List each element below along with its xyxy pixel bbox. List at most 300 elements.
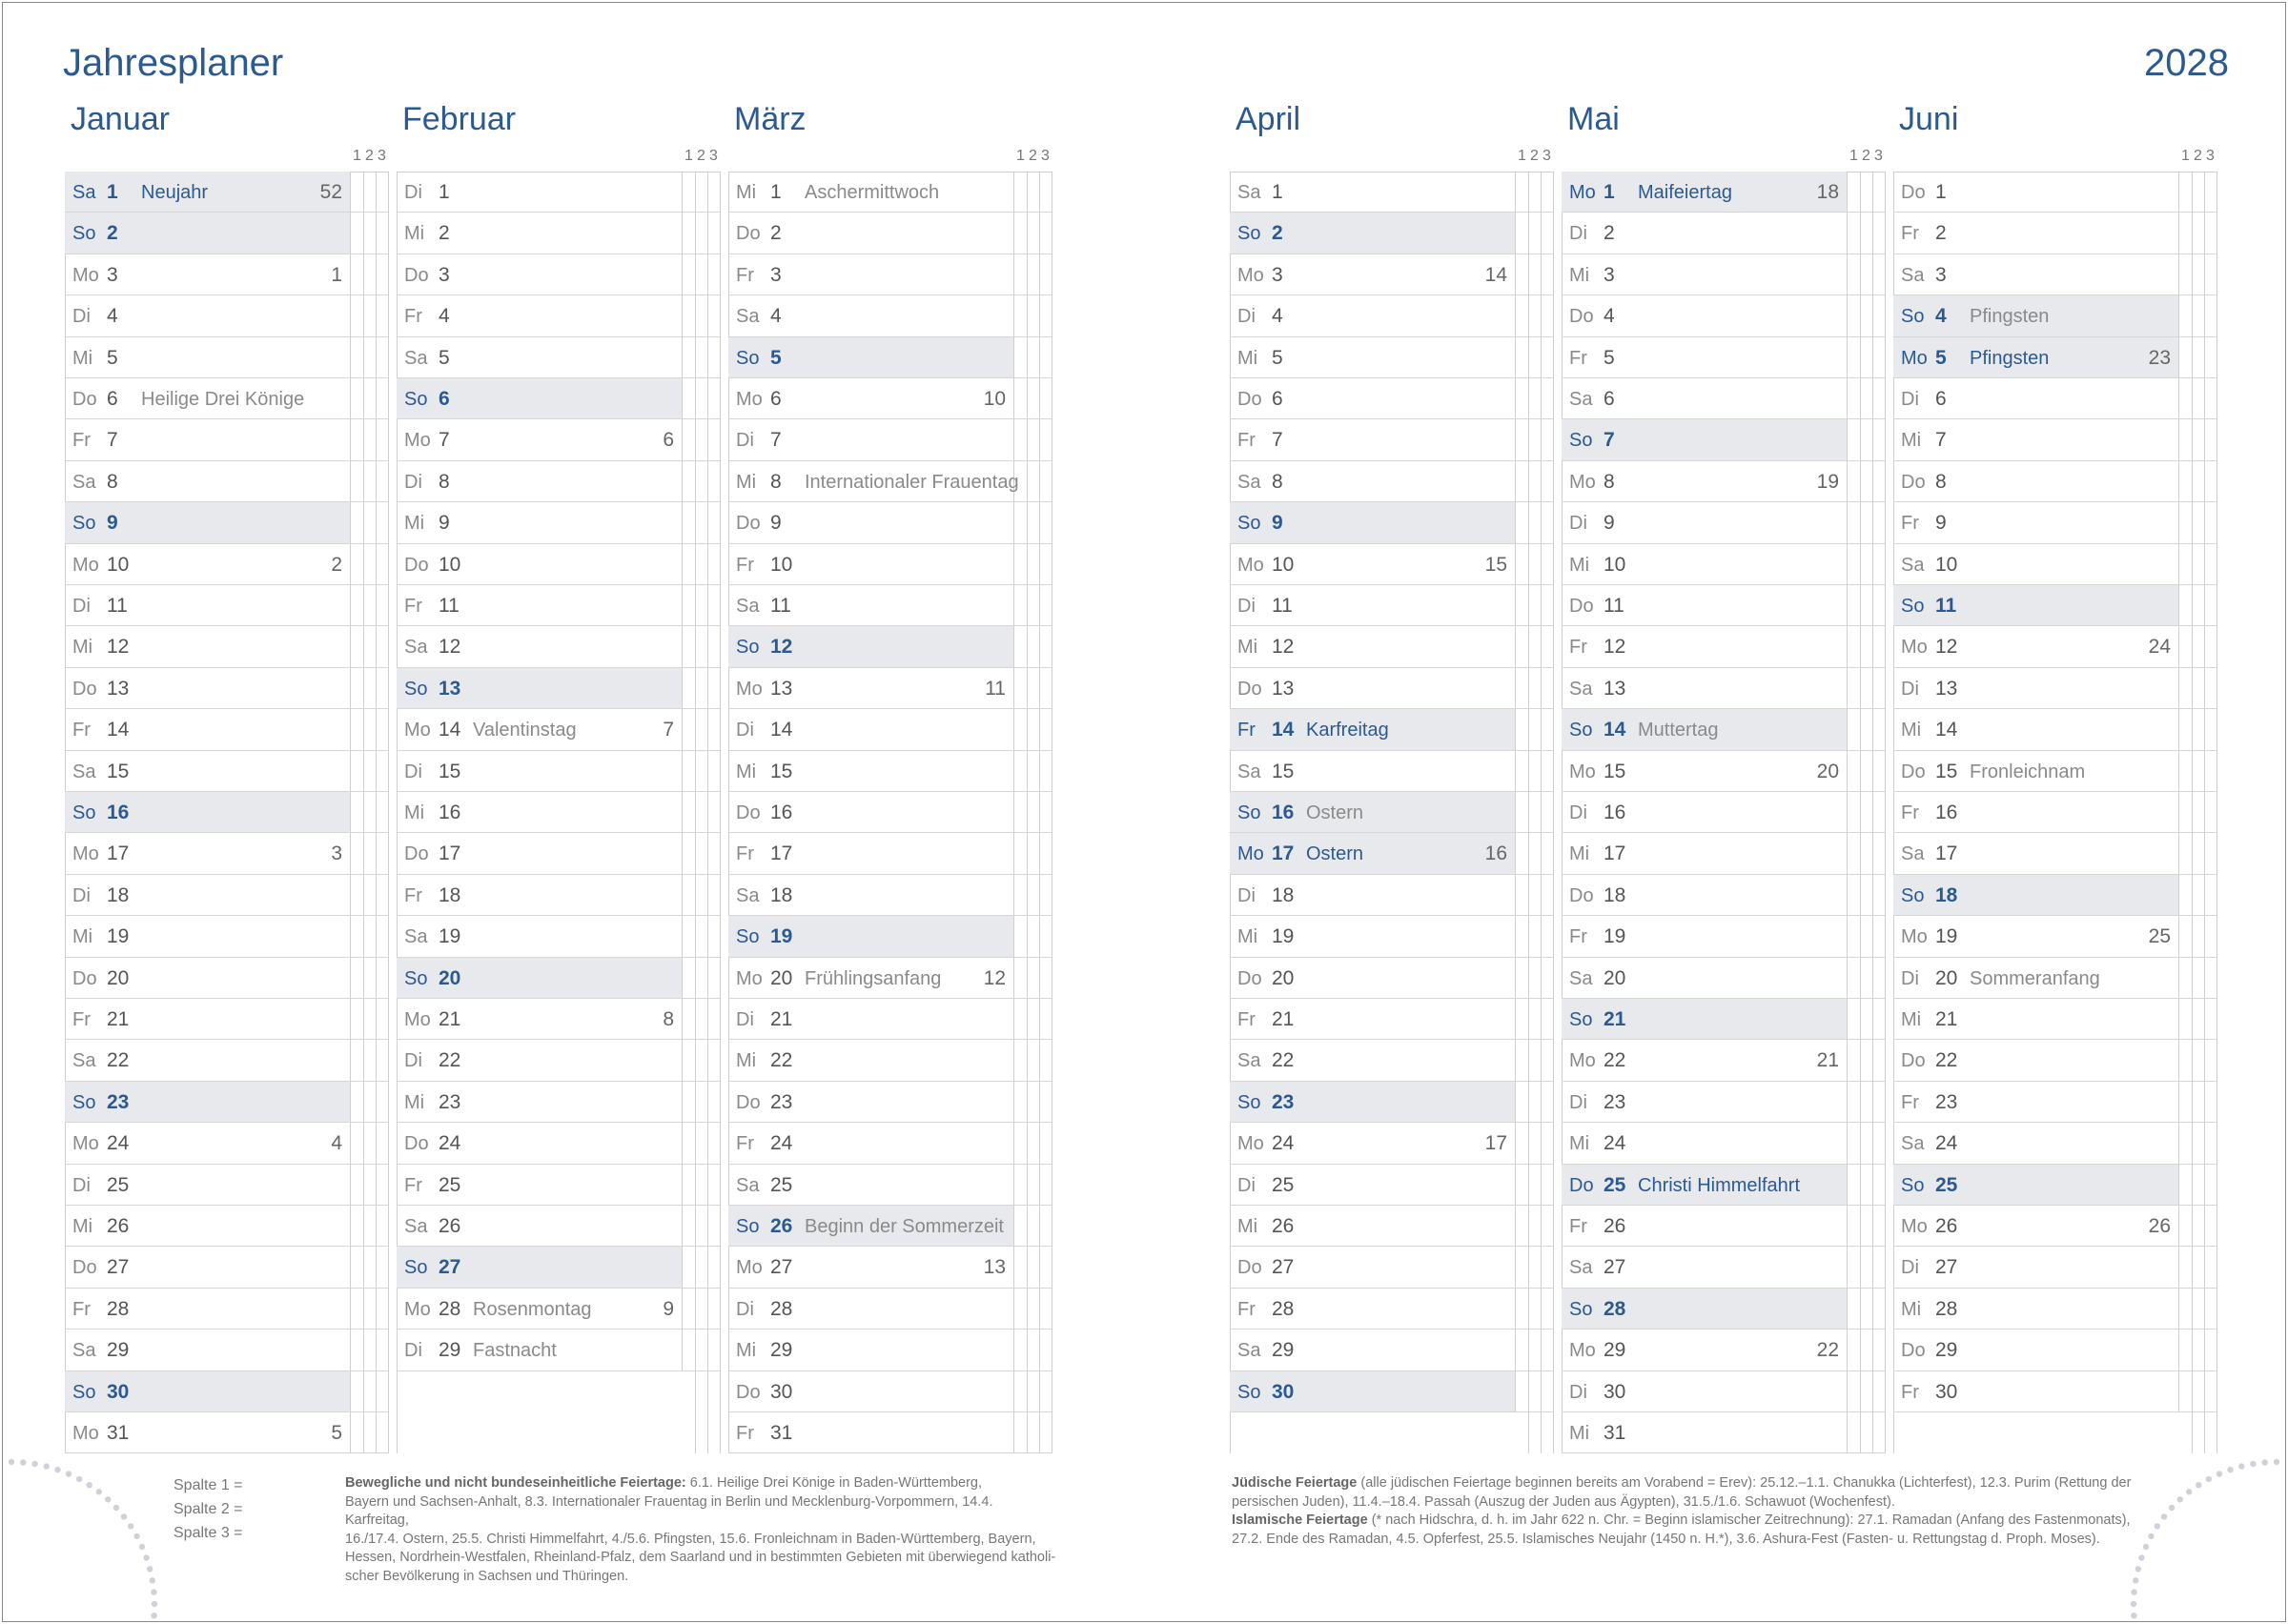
day-row[interactable] [1230, 833, 1553, 874]
day-row[interactable] [1893, 419, 2216, 460]
day-row[interactable] [1230, 709, 1553, 750]
day-row[interactable] [1893, 1206, 2216, 1247]
day-row[interactable] [1562, 337, 1885, 378]
day-number: 23 [1272, 1090, 1295, 1113]
day-row[interactable] [1562, 1247, 1885, 1288]
weekday-label: Mo [1901, 1216, 1928, 1237]
day-row[interactable] [728, 1247, 1052, 1288]
day-row[interactable] [728, 1330, 1052, 1370]
day-row[interactable] [728, 626, 1052, 667]
day-row[interactable] [728, 502, 1052, 543]
day-row[interactable] [1230, 875, 1553, 916]
day-row[interactable] [397, 1165, 720, 1206]
day-row[interactable] [1562, 709, 1885, 750]
day-number: 20 [439, 966, 461, 989]
day-row[interactable] [728, 254, 1052, 295]
day-cell [1230, 668, 1516, 708]
weekday-label: Fr [72, 430, 91, 452]
day-row[interactable] [1562, 626, 1885, 667]
day-row[interactable] [1562, 213, 1885, 254]
day-number: 21 [1272, 1008, 1295, 1030]
day-row[interactable] [728, 1165, 1052, 1206]
day-row[interactable] [65, 792, 388, 833]
day-row[interactable] [65, 709, 388, 750]
day-row[interactable] [1230, 999, 1553, 1040]
day-cell [1230, 295, 1516, 335]
day-row[interactable] [1230, 668, 1553, 709]
day-number: 17 [1272, 842, 1295, 865]
day-row[interactable] [1562, 1289, 1885, 1330]
day-number: 23 [1935, 1090, 1958, 1113]
weekday-label: Di [1569, 513, 1587, 535]
day-cell [1562, 668, 1848, 708]
day-row[interactable] [65, 1330, 388, 1370]
day-row[interactable] [397, 709, 720, 750]
weekday-label: So [1237, 1381, 1261, 1403]
day-row[interactable] [1562, 502, 1885, 543]
day-row[interactable] [728, 1371, 1052, 1412]
day-row[interactable] [65, 958, 388, 999]
day-cell [65, 172, 351, 212]
week-number: 15 [1484, 553, 1507, 576]
month-name: Februar [402, 101, 517, 137]
day-row[interactable] [1893, 1040, 2216, 1081]
day-row[interactable] [1562, 875, 1885, 916]
day-row[interactable] [1562, 1123, 1885, 1164]
day-row[interactable] [1893, 172, 2216, 213]
day-row[interactable] [397, 502, 720, 543]
day-row[interactable] [65, 502, 388, 543]
day-row[interactable] [1230, 172, 1553, 213]
day-row[interactable] [1893, 875, 2216, 916]
weekday-label: Sa [72, 1050, 96, 1072]
day-row[interactable] [65, 337, 388, 378]
day-cell [1230, 626, 1516, 666]
day-number: 9 [107, 512, 118, 535]
day-cell [1893, 999, 2179, 1039]
day-row[interactable] [65, 1412, 388, 1453]
day-cell [1893, 833, 2179, 873]
day-cell [1893, 254, 2179, 294]
day-cell [1230, 1371, 1516, 1411]
weekday-label: So [404, 678, 428, 700]
weekday-label: Do [1901, 471, 1926, 493]
day-row[interactable] [397, 1082, 720, 1123]
day-row[interactable] [1230, 544, 1553, 585]
day-row[interactable] [65, 999, 388, 1040]
day-row[interactable] [65, 626, 388, 667]
weekday-label: Mo [1237, 554, 1264, 576]
day-number: 20 [1935, 966, 1958, 989]
week-number: 14 [1484, 263, 1507, 286]
day-row[interactable] [397, 668, 720, 709]
column-number-header [1516, 148, 1553, 165]
weekday-label: Sa [1901, 554, 1925, 576]
day-row[interactable] [1562, 1330, 1885, 1370]
day-row[interactable] [1893, 1371, 2216, 1412]
week-number: 4 [331, 1132, 342, 1155]
day-row[interactable] [1893, 1289, 2216, 1330]
day-row[interactable] [1562, 751, 1885, 792]
weekday-label: So [736, 926, 760, 948]
day-row[interactable] [1562, 916, 1885, 957]
weekday-label: So [1901, 884, 1925, 906]
day-number: 15 [107, 760, 130, 782]
day-row[interactable] [1230, 337, 1553, 378]
day-row[interactable] [397, 419, 720, 460]
day-row[interactable] [1562, 668, 1885, 709]
day-row[interactable] [397, 1040, 720, 1081]
day-row[interactable] [1230, 1082, 1553, 1123]
day-row[interactable] [1893, 999, 2216, 1040]
day-row[interactable] [65, 419, 388, 460]
day-row[interactable] [1230, 1247, 1553, 1288]
day-row[interactable] [1562, 295, 1885, 336]
day-row[interactable] [397, 1123, 720, 1164]
day-row[interactable] [397, 544, 720, 585]
day-row[interactable] [1893, 502, 2216, 543]
day-row[interactable] [1562, 958, 1885, 999]
day-row[interactable] [65, 1082, 388, 1123]
day-row[interactable] [1230, 419, 1553, 460]
day-row[interactable] [65, 875, 388, 916]
weekday-label: Di [1569, 1091, 1587, 1113]
day-cell [728, 958, 1014, 998]
day-cell [1230, 544, 1516, 584]
day-row[interactable] [1893, 544, 2216, 585]
day-number: 22 [1604, 1049, 1626, 1072]
day-row[interactable] [728, 833, 1052, 874]
day-row[interactable] [65, 172, 388, 213]
day-row[interactable] [1893, 1123, 2216, 1164]
day-row[interactable] [1230, 626, 1553, 667]
day-cell [65, 668, 351, 708]
day-cell [65, 378, 351, 418]
weekday-label: So [404, 389, 428, 410]
day-row[interactable] [65, 1247, 388, 1288]
day-number: 29 [1604, 1339, 1626, 1362]
day-row[interactable] [728, 875, 1052, 916]
day-row[interactable] [728, 585, 1052, 626]
week-number: 12 [983, 966, 1006, 989]
day-cell [728, 1123, 1014, 1163]
day-row[interactable] [65, 751, 388, 792]
holiday-label: Pfingsten [1970, 347, 2050, 369]
day-cell [1562, 213, 1848, 253]
day-row[interactable] [65, 833, 388, 874]
day-number: 23 [770, 1090, 793, 1113]
day-row[interactable] [728, 1123, 1052, 1164]
weekday-label: Sa [1901, 843, 1925, 865]
day-row[interactable] [728, 1412, 1052, 1453]
day-number: 3 [1272, 263, 1283, 286]
day-row[interactable] [1230, 1289, 1553, 1330]
day-number: 1 [1604, 181, 1615, 203]
day-number: 2 [1935, 222, 1947, 245]
day-number: 4 [439, 305, 450, 328]
day-row[interactable] [1893, 626, 2216, 667]
day-row[interactable] [728, 1206, 1052, 1247]
day-row[interactable] [65, 1371, 388, 1412]
footnote-text: 16./17.4. Ostern, 25.5. Christi Himmelfahrt, 4./5.6. Pfingsten, 15.6. Fronleichnam in Baden-Württemberg, Bayern, [345, 1531, 1036, 1547]
day-row[interactable] [1562, 1371, 1885, 1412]
day-row[interactable] [1562, 999, 1885, 1040]
weekday-label: Fr [72, 1298, 91, 1320]
weekday-label: Fr [404, 306, 422, 328]
day-row[interactable] [397, 378, 720, 419]
weekday-label: Di [1569, 223, 1587, 245]
day-row[interactable] [397, 337, 720, 378]
day-row[interactable] [1893, 585, 2216, 626]
day-number: 22 [1272, 1049, 1295, 1072]
day-cell [65, 833, 351, 873]
day-cell [1893, 585, 2179, 625]
day-row[interactable] [1893, 916, 2216, 957]
day-cell [1230, 1206, 1516, 1246]
legend-line: Spalte 2 = [174, 1501, 243, 1517]
weekday-label: Di [736, 430, 754, 452]
weekday-label: Mo [1901, 637, 1928, 659]
day-row[interactable] [728, 1082, 1052, 1123]
day-row[interactable] [1230, 502, 1553, 543]
day-row[interactable] [397, 295, 720, 336]
day-row[interactable] [1230, 254, 1553, 295]
day-row[interactable] [1562, 1040, 1885, 1081]
day-row[interactable] [728, 668, 1052, 709]
day-row[interactable] [1230, 295, 1553, 336]
day-row[interactable] [728, 916, 1052, 957]
day-row[interactable] [1230, 1206, 1553, 1247]
day-row[interactable] [65, 1123, 388, 1164]
day-cell [1562, 1247, 1848, 1287]
day-number: 5 [1272, 346, 1283, 369]
day-row[interactable] [1230, 1123, 1553, 1164]
holiday-label: Ostern [1306, 843, 1364, 865]
week-number: 6 [663, 429, 674, 452]
day-row[interactable] [65, 544, 388, 585]
day-row[interactable] [728, 1289, 1052, 1330]
day-number: 20 [107, 966, 130, 989]
day-number: 1 [107, 181, 118, 203]
day-row[interactable] [728, 172, 1052, 213]
weekday-label: Mo [72, 843, 99, 865]
day-cell [65, 544, 351, 584]
holiday-label: Sommeranfang [1970, 967, 2100, 989]
day-number: 17 [770, 842, 793, 865]
day-row[interactable] [65, 585, 388, 626]
day-row[interactable] [397, 1206, 720, 1247]
day-row[interactable] [1230, 751, 1553, 792]
day-row[interactable] [728, 999, 1052, 1040]
weekday-label: Mo [1569, 182, 1596, 203]
weekday-label: Sa [1237, 182, 1261, 203]
day-row[interactable] [1230, 1371, 1553, 1412]
day-cell [1230, 337, 1516, 377]
day-row[interactable] [1562, 254, 1885, 295]
day-row[interactable] [728, 792, 1052, 833]
day-row[interactable] [1893, 1330, 2216, 1370]
day-row[interactable] [1893, 958, 2216, 999]
day-cell [397, 1040, 683, 1080]
day-row[interactable] [728, 378, 1052, 419]
weekday-label: Do [404, 843, 429, 865]
day-row[interactable] [728, 461, 1052, 502]
week-number: 10 [983, 388, 1006, 410]
day-row[interactable] [397, 792, 720, 833]
day-number: 23 [107, 1090, 130, 1113]
day-cell [728, 172, 1014, 212]
day-row[interactable] [728, 751, 1052, 792]
day-row[interactable] [1893, 337, 2216, 378]
day-number: 28 [1272, 1297, 1295, 1320]
day-row[interactable] [728, 958, 1052, 999]
day-row[interactable] [65, 378, 388, 419]
day-row[interactable] [1562, 544, 1885, 585]
weekday-label: Fr [1901, 223, 1919, 245]
day-row[interactable] [397, 999, 720, 1040]
day-row[interactable] [1893, 461, 2216, 502]
day-row[interactable] [1893, 378, 2216, 419]
day-row[interactable] [1562, 1082, 1885, 1123]
day-row[interactable] [1230, 792, 1553, 833]
day-row[interactable] [397, 875, 720, 916]
day-row[interactable] [728, 337, 1052, 378]
day-cell [728, 254, 1014, 294]
day-cell [397, 1082, 683, 1122]
day-row[interactable] [1230, 1165, 1553, 1206]
day-row[interactable] [397, 585, 720, 626]
day-cell [1230, 875, 1516, 915]
weekday-label: Sa [72, 761, 96, 782]
day-row[interactable] [65, 254, 388, 295]
weekday-label: Mo [404, 1298, 431, 1320]
day-row[interactable] [1230, 378, 1553, 419]
weekday-label: So [1901, 1174, 1925, 1196]
day-number: 25 [770, 1173, 793, 1196]
day-row[interactable] [1562, 419, 1885, 460]
day-cell [728, 916, 1014, 956]
day-row[interactable] [728, 295, 1052, 336]
day-row[interactable] [1893, 833, 2216, 874]
day-row[interactable] [397, 626, 720, 667]
day-number: 3 [1604, 263, 1615, 286]
day-number: 11 [1935, 595, 1957, 617]
day-cell [397, 875, 683, 915]
day-row[interactable] [1893, 213, 2216, 254]
day-number: 3 [1935, 263, 1947, 286]
day-row[interactable] [1230, 585, 1553, 626]
day-row[interactable] [65, 916, 388, 957]
day-row[interactable] [1562, 792, 1885, 833]
day-row[interactable] [1893, 668, 2216, 709]
day-row[interactable] [1230, 916, 1553, 957]
day-row[interactable] [397, 254, 720, 295]
weekday-label: So [1237, 1091, 1261, 1113]
day-row[interactable] [1230, 461, 1553, 502]
day-row[interactable] [728, 419, 1052, 460]
day-row[interactable] [65, 1040, 388, 1081]
day-row[interactable] [397, 833, 720, 874]
day-row[interactable] [1230, 1330, 1553, 1370]
day-row[interactable] [1893, 751, 2216, 792]
day-row[interactable] [397, 916, 720, 957]
day-cell [397, 709, 683, 749]
day-row[interactable] [1562, 172, 1885, 213]
weekday-label: Mi [736, 182, 757, 203]
day-cell [728, 1371, 1014, 1411]
day-row[interactable] [65, 461, 388, 502]
weekday-label: Mo [404, 720, 431, 741]
day-row[interactable] [1562, 1165, 1885, 1206]
day-row[interactable] [1893, 792, 2216, 833]
week-number: 23 [2148, 346, 2171, 369]
day-row[interactable] [1562, 378, 1885, 419]
day-cell [1893, 875, 2179, 915]
day-number: 4 [1272, 305, 1283, 328]
day-row[interactable] [397, 1289, 720, 1330]
day-row[interactable] [1230, 1040, 1553, 1081]
day-row[interactable] [397, 1330, 720, 1370]
weekday-label: Mo [1569, 761, 1596, 782]
day-row[interactable] [1893, 295, 2216, 336]
day-row[interactable] [397, 751, 720, 792]
day-row[interactable] [397, 1247, 720, 1288]
day-cell [728, 1330, 1014, 1370]
day-row[interactable] [728, 709, 1052, 750]
day-number: 27 [770, 1256, 793, 1279]
day-row[interactable] [397, 213, 720, 254]
day-row[interactable] [65, 668, 388, 709]
day-row[interactable] [1562, 461, 1885, 502]
day-row[interactable] [1230, 958, 1553, 999]
day-row[interactable] [65, 295, 388, 336]
day-row[interactable] [397, 172, 720, 213]
day-cell [728, 502, 1014, 542]
day-row[interactable] [1893, 1247, 2216, 1288]
day-row[interactable] [65, 1165, 388, 1206]
day-row[interactable] [1893, 1082, 2216, 1123]
day-row[interactable] [65, 1289, 388, 1330]
weekday-label: So [1569, 1298, 1593, 1320]
day-row[interactable] [65, 213, 388, 254]
day-cell [65, 751, 351, 791]
day-row[interactable] [1562, 1412, 1885, 1453]
day-row[interactable] [397, 461, 720, 502]
day-cell [397, 1247, 683, 1287]
day-row[interactable] [1893, 709, 2216, 750]
day-cell [397, 999, 683, 1039]
column-number: 1 [353, 148, 361, 164]
day-cell [728, 544, 1014, 584]
day-number: 18 [1935, 883, 1958, 906]
day-row[interactable] [1893, 254, 2216, 295]
day-row[interactable] [1562, 833, 1885, 874]
day-row[interactable] [1562, 585, 1885, 626]
day-row[interactable] [728, 213, 1052, 254]
day-number: 28 [107, 1297, 130, 1320]
day-row[interactable] [728, 1040, 1052, 1081]
day-row[interactable] [1893, 1165, 2216, 1206]
day-number: 28 [439, 1297, 461, 1320]
day-row[interactable] [728, 544, 1052, 585]
weekday-label: Sa [1569, 1257, 1593, 1279]
day-row[interactable] [1230, 213, 1553, 254]
day-row[interactable] [397, 958, 720, 999]
day-row[interactable] [1562, 1206, 1885, 1247]
day-number: 2 [1604, 222, 1615, 245]
day-row[interactable] [65, 1206, 388, 1247]
day-cell [397, 172, 683, 212]
